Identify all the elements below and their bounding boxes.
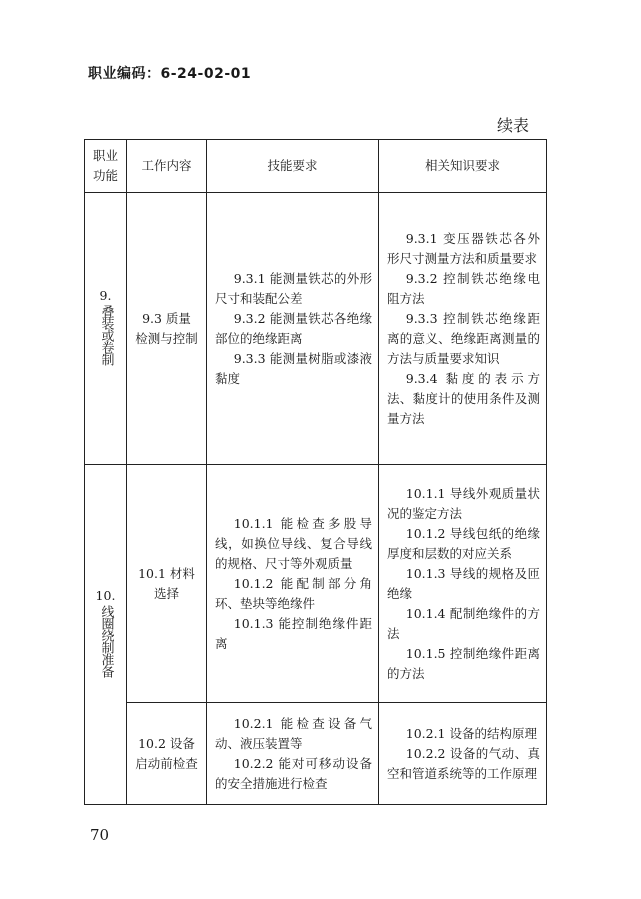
knowledge-item: 9.3.3 控制铁芯绝缘距离的意义、绝缘距离测量的方法与质量要求知识 [387, 310, 540, 366]
function-name: 线圈绕制准备 [98, 604, 114, 677]
page-number: 70 [90, 826, 110, 844]
knowledge-cell [379, 193, 547, 465]
function-name: 叠装或卷制 [98, 304, 114, 365]
work-content: 10.2 设备 启动前检查 [135, 735, 198, 771]
knowledge-item: 10.2.2 设备的气动、真空和管道系统等的工作原理 [387, 745, 540, 781]
function-cell-9 [85, 193, 127, 465]
occupation-code: 职业编码：6-24-02-01 [88, 66, 252, 82]
knowledge-cell [379, 465, 547, 703]
work-content-cell [127, 703, 207, 805]
skill-item: 9.3.2 能测量铁芯各绝缘部位的绝缘距离 [215, 310, 372, 346]
skill-item: 10.2.2 能对可移动设备的安全措施进行检查 [215, 755, 372, 791]
knowledge-item: 10.1.5 控制绝缘件距离的方法 [387, 645, 540, 681]
skill-item: 9.3.1 能测量铁芯的外形尺寸和装配公差 [215, 270, 372, 306]
knowledge-item: 9.3.4 黏度的表示方法、黏度计的使用条件及测量方法 [387, 370, 540, 426]
header-function-label: 职业 功能 [92, 148, 118, 183]
knowledge-cell [379, 703, 547, 805]
skills-cell [207, 193, 379, 465]
work-content: 10.1 材料 选择 [138, 565, 195, 601]
header-skill-requirements: 技能要求 [207, 140, 379, 193]
knowledge-item: 10.1.2 导线包纸的绝缘厚度和层数的对应关系 [387, 525, 540, 561]
header-work-content: 工作内容 [127, 140, 207, 193]
function-number: 9. [99, 287, 112, 303]
table-row [85, 465, 547, 703]
header-function [85, 140, 127, 193]
continued-table-label: 续表 [497, 116, 530, 135]
skill-item: 10.1.1 能检查多股导线，如换位导线、复合导线的规格、尺寸等外观质量 [215, 515, 372, 571]
skill-item: 9.3.3 能测量树脂或漆液黏度 [215, 350, 372, 386]
function-cell-10 [85, 465, 127, 805]
skill-item: 10.1.3 能控制绝缘件距离 [215, 615, 372, 651]
skill-item: 10.1.2 能配制部分角环、垫块等绝缘件 [215, 575, 372, 611]
table-header-row [85, 140, 547, 193]
header-knowledge-requirements: 相关知识要求 [379, 140, 547, 193]
skill-item: 10.2.1 能检查设备气动、液压装置等 [215, 715, 372, 751]
knowledge-item: 9.3.2 控制铁芯绝缘电阻方法 [387, 270, 540, 306]
table-row [85, 703, 547, 805]
work-content-cell [127, 465, 207, 703]
table-row [85, 193, 547, 465]
function-number: 10. [95, 587, 116, 603]
knowledge-item: 10.1.3 导线的规格及匝绝缘 [387, 565, 540, 601]
work-content: 9.3 质量 检测与控制 [135, 310, 198, 346]
skills-cell [207, 465, 379, 703]
work-content-cell [127, 193, 207, 465]
skills-cell [207, 703, 379, 805]
knowledge-item: 9.3.1 变压器铁芯各外形尺寸测量方法和质量要求 [387, 230, 540, 266]
knowledge-item: 10.1.1 导线外观质量状况的鉴定方法 [387, 485, 540, 521]
knowledge-item: 10.2.1 设备的结构原理 [405, 725, 537, 741]
knowledge-item: 10.1.4 配制绝缘件的方法 [387, 605, 540, 641]
skills-table [84, 139, 547, 805]
